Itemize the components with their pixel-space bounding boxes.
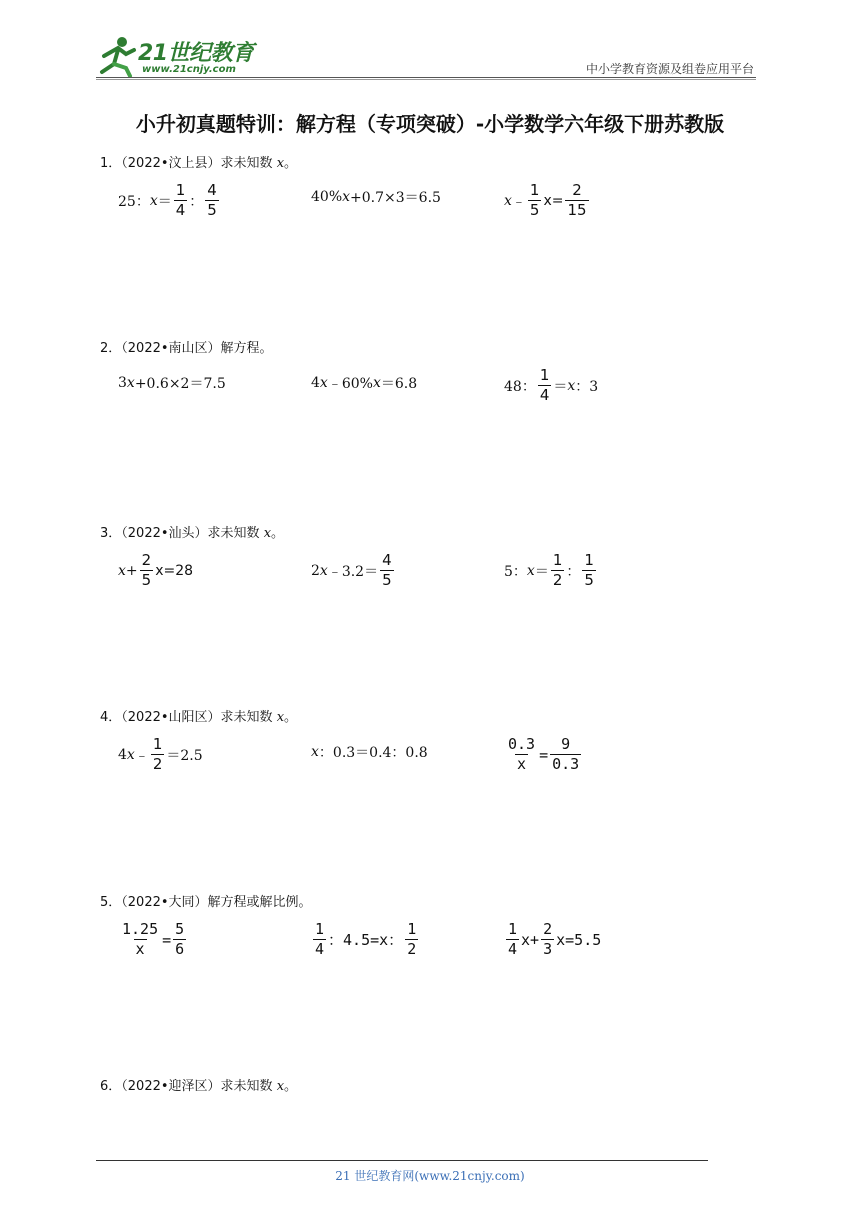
- question-4-heading: 4．（2022•山阳区）求未知数 x。: [100, 710, 298, 725]
- question-1-heading: 1．（2022•汶上县）求未知数 x。: [100, 156, 298, 171]
- question-6-heading: 6．（2022•迎泽区）求未知数 x。: [100, 1079, 298, 1094]
- fraction: $\frac{4}{5}$: [382, 551, 392, 589]
- equation-4a: 4 x ﹣ $\frac{1}{2}$ ＝2.5: [118, 735, 203, 773]
- equation-5b: $\frac{1}{4}$ ：4.5=x： $\frac{1}{2}$: [315, 920, 417, 958]
- fraction: $\frac{1.25}{x}$: [122, 920, 159, 958]
- question-2-heading: 2．（2022•南山区）解方程。: [100, 341, 273, 356]
- equation-2b: 4 x ﹣60% x ＝6.8: [311, 375, 418, 392]
- equation-5a: $\frac{1.25}{x}$ = $\frac{5}{6}$: [122, 920, 185, 958]
- runner-icon: [96, 34, 140, 78]
- equation-3c: 5： x ＝ $\frac{1}{2}$ ： $\frac{1}{5}$: [504, 551, 594, 589]
- fraction: $\frac{2}{5}$: [141, 551, 152, 589]
- page-title: 小升初真题特训：解方程（专项突破）-小学数学六年级下册苏教版: [135, 112, 725, 136]
- question-3-heading: 3．（2022•汕头）求未知数 x。: [100, 526, 285, 541]
- logo-url: www.21cnjy.com: [142, 64, 236, 75]
- fraction: $\frac{1}{5}$: [529, 181, 540, 219]
- fraction: $\frac{1}{4}$: [508, 920, 518, 958]
- equation-4b: x ：0.3＝0.4：0.8: [311, 744, 428, 761]
- fraction: $\frac{4}{5}$: [207, 181, 217, 219]
- fraction: $\frac{0.3}{x}$: [508, 735, 536, 773]
- header-divider: [96, 77, 756, 78]
- equation-3b: 2 x ﹣3.2＝ $\frac{4}{5}$: [311, 551, 392, 589]
- fraction: $\frac{1}{4}$: [315, 920, 325, 958]
- fraction: $\frac{5}{6}$: [175, 920, 185, 958]
- fraction: $\frac{9}{0.3}$: [552, 735, 580, 773]
- header-divider-thin: [96, 79, 756, 80]
- question-5-heading: 5．（2022•大同）解方程或解比例。: [100, 895, 312, 910]
- fraction: $\frac{1}{4}$: [175, 181, 186, 219]
- fraction: $\frac{1}{2}$: [552, 551, 563, 589]
- equation-2a: 3 x +0.6×2＝7.5: [118, 375, 226, 392]
- site-logo: [96, 34, 266, 78]
- equation-1c: x ﹣ $\frac{1}{5}$ x= $\frac{2}{15}$: [504, 181, 587, 219]
- equation-2c: 48： $\frac{1}{4}$ ＝ x ：3: [504, 366, 599, 404]
- fraction: $\frac{1}{2}$: [407, 920, 417, 958]
- footer-divider: [96, 1160, 708, 1161]
- equation-1b: 40% x +0.7×3＝6.5: [311, 189, 441, 206]
- fraction: $\frac{2}{15}$: [567, 181, 587, 219]
- equation-4c: $\frac{0.3}{x}$ = $\frac{9}{0.3}$: [508, 735, 580, 773]
- fraction: $\frac{1}{2}$: [152, 735, 163, 773]
- fraction: $\frac{1}{5}$: [584, 551, 594, 589]
- fraction: $\frac{1}{4}$: [539, 366, 550, 404]
- equation-1a: 25： x ＝ $\frac{1}{4}$ ： $\frac{4}{5}$: [118, 181, 217, 219]
- equation-3a: x + $\frac{2}{5}$ x=28: [118, 551, 194, 589]
- equation-5c: $\frac{1}{4}$ x+ $\frac{2}{3}$ x=5.5: [508, 920, 602, 958]
- logo-text: 21世纪教育: [138, 41, 254, 66]
- footer-link[interactable]: 21 世纪教育网(www.21cnjy.com): [335, 1169, 525, 1183]
- platform-name: 中小学教育资源及组卷应用平台: [585, 62, 754, 76]
- fraction: $\frac{2}{3}$: [543, 920, 553, 958]
